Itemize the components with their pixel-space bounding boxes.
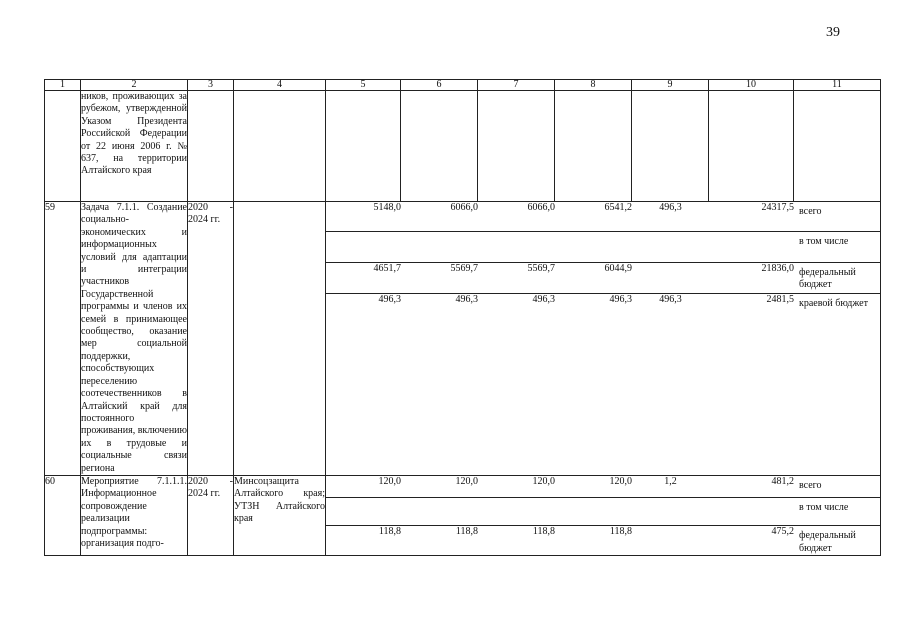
funding-source: всего (794, 202, 881, 231)
value-cell: 118,8 (532, 526, 555, 538)
value-cell (709, 231, 794, 262)
value-cell: 5148,0 (326, 202, 401, 231)
value-cell (326, 231, 401, 262)
funding-source: в том числе (794, 231, 881, 262)
value-cell: 496,3 (609, 293, 632, 305)
value-cell: 496,3 (632, 202, 709, 231)
value-cell: 496,3 (659, 293, 682, 305)
values-line (326, 231, 881, 262)
column-number: 6 (401, 80, 478, 91)
page-number: 39 (826, 25, 840, 40)
funding-source: всего (794, 476, 881, 498)
continuation-text: ников, проживающих за рубежом, утвержденной Указом Президента Российской Федерации от 22 июня 2006 г. № 637, на территории Алтайского края (81, 91, 188, 202)
values-line (326, 262, 881, 293)
values-line (326, 476, 881, 498)
funding-source: краевой бюджет (799, 297, 868, 309)
value-cell: 120,0 (555, 476, 632, 498)
row-number: 60 (45, 475, 81, 555)
column-number: 10 (709, 80, 794, 91)
row-executor (234, 202, 326, 476)
value-cell: 6044,9 (555, 262, 632, 293)
funding-source: в том числе (794, 498, 881, 526)
value-cell (709, 498, 794, 526)
row-executor: Минсоцзащита Алтайского края; УТЗН Алтайского края (234, 475, 326, 555)
value-cell: 1,2 (632, 476, 709, 498)
values-line (326, 498, 881, 526)
program-table (44, 79, 881, 556)
value-cell: 6066,0 (401, 202, 478, 231)
value-cell (632, 498, 709, 526)
column-number: 7 (478, 80, 555, 91)
column-number: 2 (81, 80, 188, 91)
value-cell (555, 498, 632, 526)
values-line (326, 202, 881, 231)
value-cell: 496,3 (378, 293, 401, 305)
value-cell: 118,8 (378, 526, 401, 538)
value-cell (478, 231, 555, 262)
row-values (326, 475, 881, 555)
value-cell: 5569,7 (401, 262, 478, 293)
value-cell: 120,0 (326, 476, 401, 498)
value-cell: 21836,0 (709, 262, 794, 293)
value-cell: 24317,5 (709, 202, 794, 231)
value-cell: 475,2 (771, 526, 794, 538)
value-cell: 6541,2 (555, 202, 632, 231)
row-period: 2020 - 2024 гг. (188, 202, 234, 476)
value-cell (632, 526, 709, 555)
row-values (326, 202, 881, 476)
column-number-row (45, 80, 881, 91)
value-cell: 120,0 (401, 476, 478, 498)
value-cell (326, 498, 401, 526)
value-cell: 4651,7 (326, 262, 401, 293)
column-number: 8 (555, 80, 632, 91)
row-name: Мероприятие 7.1.1.1. Информационное сопровождение реализации подпрограммы: организация подго- (81, 475, 188, 555)
value-cell: 481,2 (709, 476, 794, 498)
value-cell (478, 498, 555, 526)
table-row (45, 475, 881, 555)
value-cell: 120,0 (478, 476, 555, 498)
value-cell: 6066,0 (478, 202, 555, 231)
column-number: 3 (188, 80, 234, 91)
table-row (45, 202, 881, 476)
value-cell: 5569,7 (478, 262, 555, 293)
value-cell: 496,3 (455, 293, 478, 305)
value-cell: 118,8 (609, 526, 632, 538)
column-number: 1 (45, 80, 81, 91)
row-name: Задача 7.1.1. Создание социально-экономических и информационных условий для адаптации и интеграции участников Государственной программы и членов их семей в принимающее сообщество, оказание мер социальной поддержки, способствующих переселению соотечественников в Алтайский край для постоянного проживания, включению их в трудовые и социальные связи региона (81, 202, 187, 474)
row-period: 2020 - 2024 гг. (188, 475, 234, 555)
column-number: 9 (632, 80, 709, 91)
values-line (326, 526, 881, 555)
funding-source: федеральный бюджет (799, 530, 856, 554)
value-cell: 118,8 (455, 526, 478, 538)
column-number: 11 (794, 80, 881, 91)
column-number: 4 (234, 80, 326, 91)
funding-source: федеральный бюджет (794, 262, 881, 293)
value-cell: 2481,5 (766, 293, 794, 305)
value-cell: 496,3 (532, 293, 555, 305)
row-number: 59 (45, 202, 81, 476)
value-cell (401, 231, 478, 262)
values-line (326, 293, 881, 310)
column-number: 5 (326, 80, 401, 91)
value-cell (401, 498, 478, 526)
value-cell (555, 231, 632, 262)
continuation-row (45, 91, 881, 202)
value-cell (632, 231, 709, 262)
value-cell (632, 262, 709, 293)
